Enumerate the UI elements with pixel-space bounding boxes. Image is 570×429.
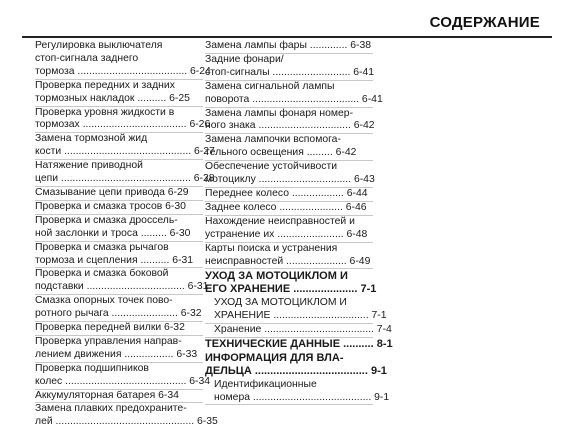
toc-entry-line: Замена лампы фары ............. 6-38 bbox=[205, 40, 372, 51]
toc-entry[interactable] bbox=[205, 80, 383, 108]
toc-entry-line: мотоциклу ................................ 6-43 bbox=[205, 174, 375, 186]
toc-entry-line: тормоза ...................................... 6-24 bbox=[35, 65, 211, 77]
toc-entry-line: Замена лампочки вспомога- bbox=[205, 134, 341, 146]
toc-entry[interactable] bbox=[35, 336, 203, 363]
toc-entry[interactable] bbox=[35, 295, 203, 322]
toc-entry-line: колес .......................................... 6-34 bbox=[35, 375, 211, 387]
toc-entry-line: Карты поиска и устранения bbox=[205, 242, 338, 254]
toc-entry-line: ХРАНЕНИЕ ................................. 7-1 bbox=[214, 310, 387, 322]
toc-entry-line: Замена плавких предохраните- bbox=[35, 403, 187, 415]
toc-entry-line: тельного освещения ......... 6-42 bbox=[205, 147, 357, 159]
toc-entry-line: поворота ..................................... 6-41 bbox=[205, 93, 383, 105]
toc-entry-line: Идентификационные bbox=[214, 378, 317, 390]
toc-entry[interactable] bbox=[35, 268, 209, 295]
toc-entry-line: Переднее колесо .................. 6-44 bbox=[205, 187, 368, 199]
toc-entry[interactable] bbox=[205, 188, 373, 202]
toc-entry[interactable] bbox=[35, 390, 203, 404]
toc-entry-line: Проверка передней вилки 6-32 bbox=[35, 322, 185, 334]
toc-entry-line: цепи ............................................. 6-28 bbox=[35, 173, 215, 185]
toc-entry[interactable] bbox=[35, 215, 203, 242]
toc-entry-line: Смазывание цепи привода 6-29 bbox=[35, 186, 189, 198]
toc-right-column bbox=[205, 40, 393, 405]
toc-entry[interactable] bbox=[35, 40, 211, 80]
toc-left-column bbox=[35, 40, 218, 429]
toc-section-heading[interactable] bbox=[205, 337, 393, 352]
toc-entry-line: ротного рычага ....................... 6-32 bbox=[35, 308, 202, 320]
toc-entry-line: Проверка подшипников bbox=[35, 362, 149, 374]
toc-entry-line: ной заслонки и троса ......... 6-30 bbox=[35, 227, 191, 239]
toc-entry-line: устранение их ....................... 6-48 bbox=[205, 228, 368, 240]
toc-section-heading-line: ЕГО ХРАНЕНИЕ ..................... 7-1 bbox=[205, 283, 377, 296]
toc-entry[interactable] bbox=[35, 242, 203, 269]
toc-entry-line: Проверка передних и задних bbox=[35, 79, 175, 91]
toc-entry-line: Проверка и смазка боковой bbox=[35, 268, 169, 280]
toc-entry-line: Аккумуляторная батарея 6-34 bbox=[35, 389, 179, 401]
toc-entry[interactable] bbox=[35, 106, 211, 134]
toc-entry-line: Заднее колесо ...................... 6-46 bbox=[205, 201, 367, 213]
toc-entry-line: Натяжение приводной bbox=[35, 160, 143, 172]
toc-entry-line: тормоза и сцепления .......... 6-31 bbox=[35, 254, 194, 266]
toc-entry[interactable] bbox=[35, 133, 215, 160]
toc-entry[interactable] bbox=[205, 40, 373, 54]
toc-entry-line: Обеспечение устойчивости bbox=[205, 161, 338, 173]
toc-entry-line: номера ......................................... 9-1 bbox=[214, 391, 390, 403]
toc-entry-line: УХОД ЗА МОТОЦИКЛОМ И bbox=[214, 297, 347, 309]
toc-entry-line: Хранение ...................................... 7-4 bbox=[214, 324, 392, 336]
toc-entry[interactable] bbox=[35, 160, 215, 187]
toc-subentry[interactable] bbox=[205, 324, 392, 338]
toc-entry[interactable] bbox=[205, 161, 373, 188]
toc-entry-line: Проверка уровня жидкости в bbox=[35, 106, 175, 118]
toc-entry-line: Проверка и смазка рычагов bbox=[35, 241, 169, 253]
toc-section-heading-line: ИНФОРМАЦИЯ ДЛЯ ВЛА- bbox=[205, 351, 344, 364]
toc-entry-line: Замена сигнальной лампы bbox=[205, 80, 335, 92]
header-rule bbox=[22, 36, 552, 38]
toc-entry[interactable] bbox=[35, 403, 218, 429]
toc-entry-line: тормозах .................................... 6-26 bbox=[35, 119, 211, 131]
toc-entry-line: кости ............................................ 6-27 bbox=[35, 146, 215, 158]
page-title: СОДЕРЖАНИЕ bbox=[429, 14, 540, 31]
toc-section-heading[interactable] bbox=[205, 351, 387, 379]
toc-subentry[interactable] bbox=[205, 297, 387, 324]
toc-entry[interactable] bbox=[35, 187, 203, 201]
toc-entry[interactable] bbox=[205, 216, 373, 243]
toc-entry-line: Задние фонари/ bbox=[205, 53, 284, 65]
toc-entry[interactable] bbox=[35, 201, 203, 215]
toc-entry[interactable] bbox=[205, 243, 373, 270]
toc-entry-line: лей ................................................ 6-35 bbox=[35, 416, 218, 428]
toc-entry[interactable] bbox=[35, 362, 211, 390]
toc-entry[interactable] bbox=[205, 108, 373, 135]
toc-entry-line: Проверка и смазка дроссель- bbox=[35, 214, 178, 226]
toc-entry[interactable] bbox=[205, 202, 373, 216]
toc-entry-line: Замена лампы фонаря номер- bbox=[205, 107, 354, 119]
toc-section-heading[interactable] bbox=[205, 270, 377, 297]
toc-subentry[interactable] bbox=[205, 378, 390, 406]
toc-entry-line: Проверка и смазка тросов 6-30 bbox=[35, 200, 186, 212]
toc-entry-line: Замена тормозной жид bbox=[35, 133, 148, 145]
toc-entry[interactable] bbox=[205, 134, 373, 161]
toc-entry-line: Нахождение неисправностей и bbox=[205, 215, 355, 227]
toc-section-heading-line: УХОД ЗА МОТОЦИКЛОМ И bbox=[205, 270, 348, 283]
toc-entry-line: Смазка опорных точек пово- bbox=[35, 295, 173, 307]
toc-entry-line: подставки .................................. 6-31 bbox=[35, 281, 209, 293]
toc-section-heading-line: ДЕЛЬЦА ..................................... 9-1 bbox=[205, 364, 387, 377]
toc-entry-line: тормозных накладок .......... 6-25 bbox=[35, 92, 190, 104]
toc-entry-line: Проверка управления направ- bbox=[35, 335, 182, 347]
toc-entry-line: лением движения ................. 6-33 bbox=[35, 348, 198, 360]
toc-entry-line: неисправностей ..................... 6-49 bbox=[205, 255, 371, 267]
toc-entry[interactable] bbox=[205, 54, 373, 81]
toc-entry[interactable] bbox=[35, 322, 203, 336]
toc-section-heading-line: ТЕХНИЧЕСКИЕ ДАННЫЕ .......... 8-1 bbox=[205, 337, 393, 350]
toc-entry-line: стоп-сигналы ........................... 6-41 bbox=[205, 66, 375, 78]
toc-entry[interactable] bbox=[35, 80, 203, 107]
toc-entry-line: ного знака ................................ 6-42 bbox=[205, 120, 375, 132]
toc-entry-line: Регулировка выключателя bbox=[35, 40, 163, 51]
toc-entry-line: стоп-сигнала заднего bbox=[35, 52, 139, 64]
